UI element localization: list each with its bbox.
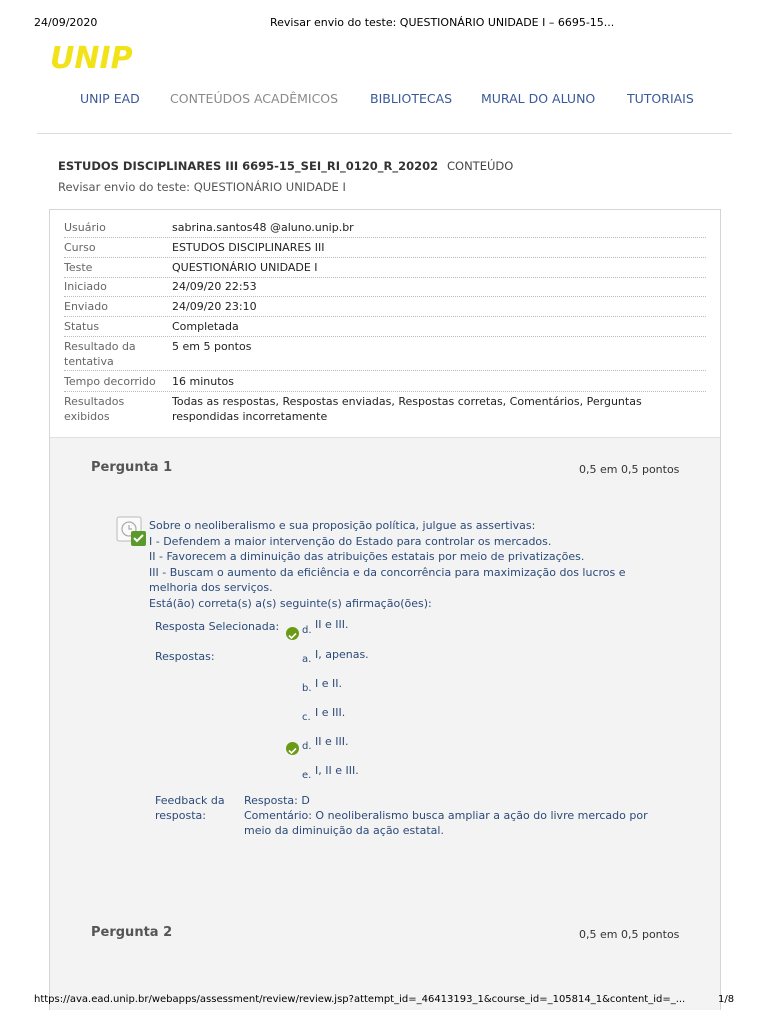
info-row-resultados-exibidos — [64, 394, 706, 426]
statement-line: melhoria dos serviços. — [149, 581, 273, 594]
print-url: https://ava.ead.unip.br/webapps/assessment/review/review.jsp?attempt_id=_46413193_1&course_id=_105814_1&content_id=_... — [34, 994, 686, 1005]
info-label: Status — [64, 320, 100, 333]
info-row-resultado — [64, 339, 706, 371]
breadcrumb-course[interactable]: ESTUDOS DISCIPLINARES III 6695-15_SEI_RI_0120_R_20202 — [58, 159, 439, 173]
page-number: 1/8 — [718, 994, 735, 1005]
statement-line: I - Defendem a maior intervenção do Estado para controlar os mercados. — [149, 534, 552, 548]
answer-text: I e II. — [315, 677, 342, 690]
feedback-comment: meio da diminuição da ação estatal. — [244, 824, 444, 837]
info-row-iniciado — [64, 279, 706, 297]
breadcrumb-content[interactable]: CONTEÚDO — [447, 159, 514, 173]
question-2-title: Pergunta 2 — [91, 925, 173, 940]
question-1-points: 0,5 em 0,5 pontos — [579, 463, 680, 476]
statement-line: Está(ão) correta(s) a(s) seguinte(s) afirmação(ões): — [149, 596, 432, 610]
print-date: 24/09/2020 — [34, 16, 98, 29]
answer-letter: a. — [302, 654, 312, 665]
logo-text: UNIP — [50, 42, 133, 72]
info-label: Iniciado — [64, 280, 107, 293]
info-row-status — [64, 319, 706, 337]
info-value: ESTUDOS DISCIPLINARES III — [172, 241, 325, 254]
feedback-label-line: resposta: — [155, 809, 206, 822]
attempt-info-table — [50, 210, 720, 438]
print-title: Revisar envio do teste: QUESTIONÁRIO UNIDADE I – 6695-15... — [270, 16, 615, 29]
nav-unip-ead[interactable]: UNIP EAD — [80, 91, 140, 106]
statement-line: Sobre o neoliberalismo e sua proposição política, julgue as assertivas: — [149, 519, 536, 532]
nav-conteudos-academicos[interactable]: CONTEÚDOS ACADÊMICOS — [170, 91, 339, 106]
check-icon — [286, 742, 299, 755]
info-label: Teste — [64, 261, 93, 274]
info-value: 24/09/20 22:53 — [172, 280, 257, 293]
selected-answer-letter: d. — [302, 625, 312, 636]
answer-text: II e III. — [315, 735, 349, 748]
info-value: Completada — [172, 320, 239, 333]
answer-letter: c. — [302, 712, 311, 723]
answer-letter: d. — [302, 741, 312, 752]
statement-line: III - Buscam o aumento da eficiência e da concorrência para maximização dos lucros e — [149, 565, 626, 579]
page-title: Revisar envio do teste: QUESTIONÁRIO UNIDADE I — [58, 180, 346, 194]
info-row-tempo — [64, 374, 706, 392]
selected-answer-label: Resposta Selecionada: — [155, 620, 280, 633]
feedback-label-line: Feedback da — [155, 794, 225, 807]
nav-mural-do-aluno[interactable]: MURAL DO ALUNO — [481, 91, 596, 106]
correct-answer-icon — [116, 516, 146, 546]
info-value: 5 em 5 pontos — [172, 340, 252, 353]
info-row-curso — [64, 240, 706, 258]
info-label: Curso — [64, 241, 96, 254]
answer-text: I, apenas. — [315, 648, 369, 661]
info-value: Todas as respostas, Respostas enviadas, Respostas corretas, Comentários, Perguntas respondidas incorretamente — [172, 395, 642, 423]
info-value: QUESTIONÁRIO UNIDADE I — [172, 261, 318, 274]
questions-area — [50, 438, 720, 1010]
review-panel — [49, 209, 721, 1010]
check-icon — [286, 627, 299, 640]
info-label: Usuário — [64, 221, 106, 234]
info-row-enviado — [64, 299, 706, 317]
info-value: sabrina.santos48 @aluno.unip.br — [172, 221, 354, 234]
info-label: Tempo decorrido — [64, 375, 156, 388]
feedback-label — [155, 793, 225, 823]
selected-answer-text: II e III. — [315, 618, 349, 631]
main-nav — [0, 90, 768, 110]
info-label: Resultado da tentativa — [64, 340, 136, 368]
info-label: Resultados exibidos — [64, 395, 125, 423]
unip-logo[interactable] — [48, 42, 166, 76]
statement-line: II - Favorecem a diminuição das atribuições estatais por meio de privatizações. — [149, 550, 585, 563]
answer-text: I, II e III. — [315, 764, 359, 777]
info-value: 24/09/20 23:10 — [172, 300, 257, 313]
answer-letter: e. — [302, 770, 312, 781]
nav-bibliotecas[interactable]: BIBLIOTECAS — [370, 91, 453, 106]
info-label: Enviado — [64, 300, 108, 313]
answers-label: Respostas: — [155, 650, 215, 663]
feedback-answer: Resposta: D — [244, 794, 310, 807]
info-value: 16 minutos — [172, 375, 234, 388]
question-1-title: Pergunta 1 — [91, 460, 173, 475]
answer-text: I e III. — [315, 706, 346, 719]
unip-logo-graphic — [48, 42, 166, 72]
feedback-content — [244, 793, 648, 838]
feedback-comment: Comentário: O neoliberalismo busca ampliar a ação do livre mercado por — [244, 809, 648, 822]
info-row-teste — [64, 260, 706, 278]
info-row-usuario — [64, 220, 706, 238]
question-2-points: 0,5 em 0,5 pontos — [579, 928, 680, 941]
question-1-statement — [149, 518, 626, 611]
nav-tutoriais[interactable]: TUTORIAIS — [627, 91, 694, 106]
divider — [37, 133, 732, 134]
answer-letter: b. — [302, 683, 312, 694]
